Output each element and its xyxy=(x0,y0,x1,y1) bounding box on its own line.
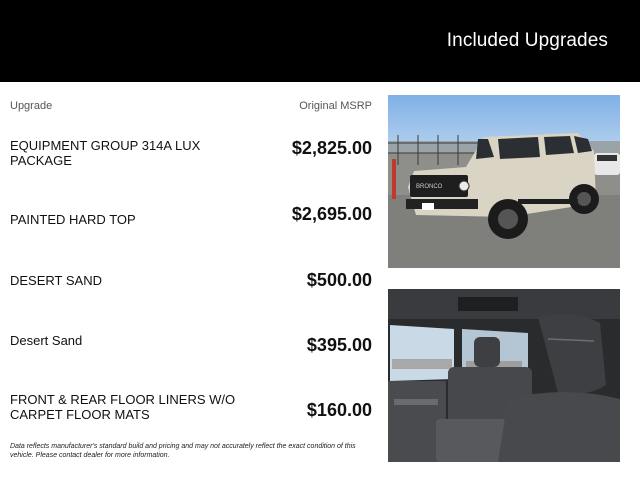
upgrade-name: EQUIPMENT GROUP 314A LUX PACKAGE xyxy=(10,138,201,168)
upgrade-name: FRONT & REAR FLOOR LINERS W/O CARPET FLOOR MATS xyxy=(10,392,236,422)
header-bar xyxy=(0,0,640,82)
column-header-upgrade: Upgrade xyxy=(10,100,53,112)
upgrade-row xyxy=(10,270,372,330)
vehicle-interior-photo xyxy=(388,289,620,462)
upgrade-price: $2,825.00 xyxy=(291,138,372,158)
disclaimer-text: Data reflects manufacturer's standard build and pricing and may not accurately reflect the exact condition of this vehicle. Please contact dealer for more information. xyxy=(10,443,356,459)
upgrade-name: PAINTED HARD TOP xyxy=(10,212,136,227)
upgrade-price: $395.00 xyxy=(306,335,372,355)
vehicle-exterior-photo xyxy=(388,95,620,268)
upgrade-price: $500.00 xyxy=(306,270,372,290)
column-header-msrp: Original MSRP xyxy=(299,100,372,112)
bronco-grille-text: BRONCO xyxy=(416,184,443,190)
upgrade-name: Desert Sand xyxy=(10,333,83,348)
upgrade-price: $2,695.00 xyxy=(291,204,372,224)
upgrade-price: $160.00 xyxy=(306,400,372,420)
upgrade-name: DESERT SAND xyxy=(10,273,102,288)
upgrade-row xyxy=(10,204,372,264)
upgrade-row xyxy=(10,333,372,393)
upgrade-row xyxy=(10,138,372,198)
page-title: Included Upgrades xyxy=(446,30,608,51)
